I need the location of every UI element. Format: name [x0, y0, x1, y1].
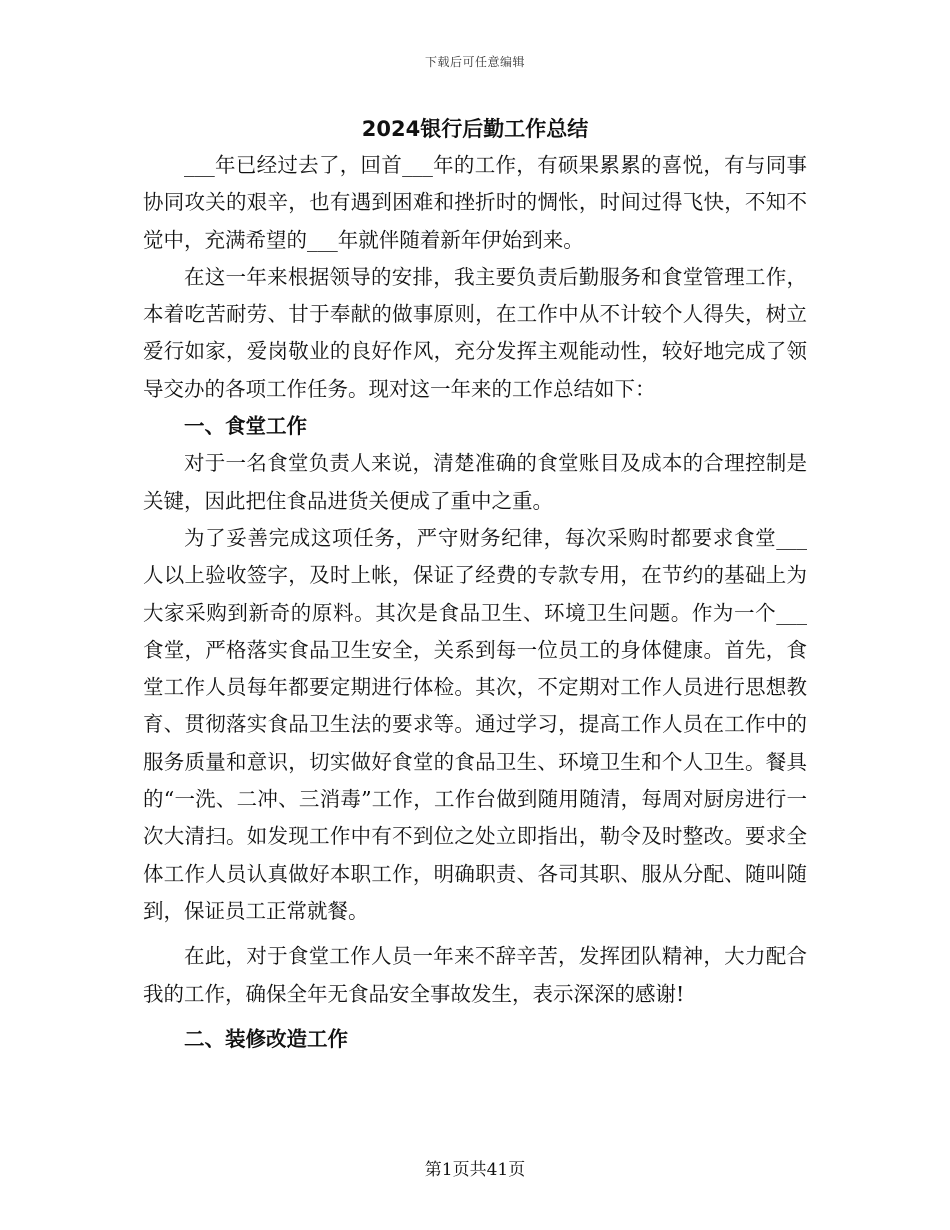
- paragraph-thanks: 在此，对于食堂工作人员一年来不辞辛苦，发挥团队精神，大力配合我的工作，确保全年无食品安全事故发生，表示深深的感谢!: [143, 944, 807, 1006]
- page-header-note: 下载后可任意编辑: [424, 55, 525, 69]
- paragraph-canteen-procurement: 为了妥善完成这项任务，严守财务纪律，每次采购时都要求食堂___人以上验收签字，及时上帐，保证了经费的专款专用，在节约的基础上为大家采购到新奇的原料。其次是食品卫生、环境卫生问题。作为一个___食堂，严格落实食品卫生安全，关系到每一位员工的身体健康。首先，食堂工作人员每年都要定期进行体检。其次，不定期对工作人员进行思想教育、贯彻落实食品卫生法的要求等。通过学习，提高工作人员在工作中的服务质量和意识，切实做好食堂的食品卫生、环境卫生和个人卫生。餐具的“一洗、二冲、三消毒”工作，工作台做到随用随清，每周对厨房进行一次大清扫。如发现工作中有不到位之处立即指出，勒令及时整改。要求全体工作人员认真做好本职工作，明确职责、各司其职、服从分配、随叫随到，保证员工正常就餐。: [143, 525, 807, 923]
- page-footer-number: 第1页共41页: [424, 1160, 526, 1180]
- paragraph-intro: ___年已经过去了，回首___年的工作，有硕果累累的喜悦，有与同事协同攻关的艰辛，也有遇到困难和挫折时的惆怅，时间过得飞快，不知不觉中，充满希望的___年就伴随着新年伊始到来。: [143, 153, 807, 252]
- paragraph-overview: 在这一年来根据领导的安排，我主要负责后勤服务和食堂管理工作，本着吃苦耐劳、甘于奉献的做事原则，在工作中从不计较个人得失，树立爱行如家，爱岗敬业的良好作风，充分发挥主观能动性，较好地完成了领导交办的各项工作任务。现对这一年来的工作总结如下：: [143, 264, 807, 401]
- document-title: 2024银行后勤工作总结: [361, 117, 589, 141]
- paragraph-canteen-cost: 对于一名食堂负责人来说，清楚准确的食堂账目及成本的合理控制是关键，因此把住食品进货关便成了重中之重。: [143, 451, 807, 513]
- section-heading-renovation: 二、装修改造工作: [184, 1026, 348, 1051]
- section-heading-canteen: 一、食堂工作: [184, 414, 307, 439]
- document-body: [143, 147, 807, 1058]
